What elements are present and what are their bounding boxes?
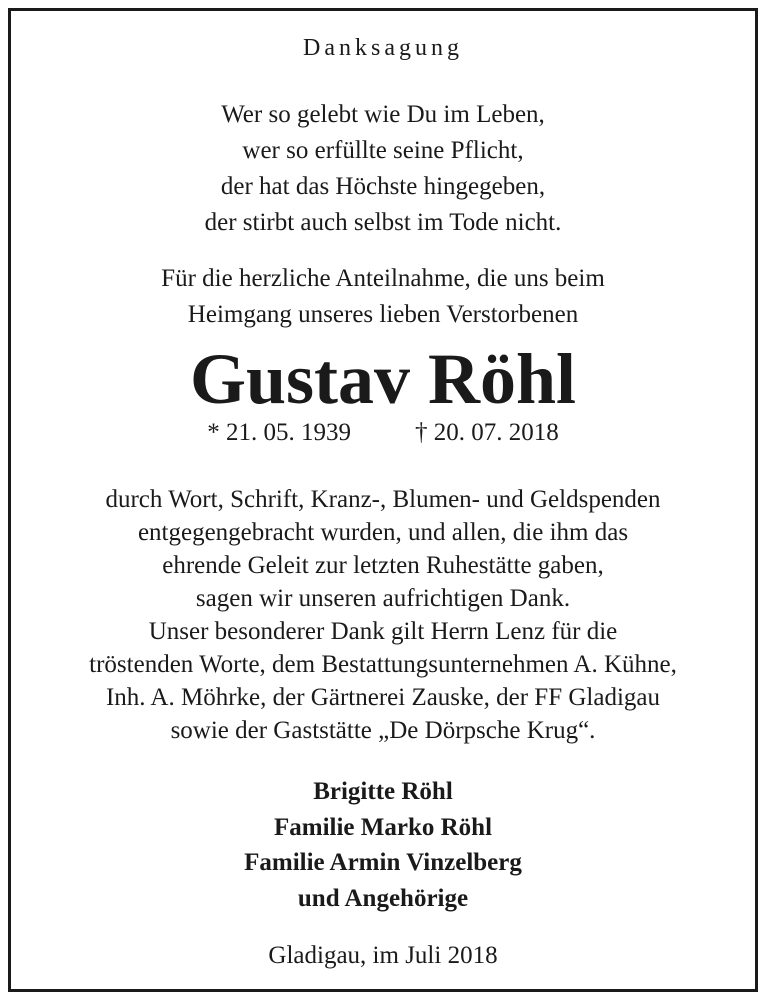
poem-line: wer so erfüllte seine Pflicht, xyxy=(242,137,524,164)
thanks-line: ehrende Geleit zur letzten Ruhestätte gaben, xyxy=(162,552,604,579)
thanks-line: Unser besonderer Dank gilt Herrn Lenz für die xyxy=(148,618,618,645)
poem-line: der hat das Höchste hingegeben, xyxy=(220,173,546,200)
poem-line: der stirbt auch selbst im Tode nicht. xyxy=(204,209,562,236)
life-dates xyxy=(11,415,755,451)
obituary-notice xyxy=(11,11,755,989)
signers xyxy=(11,774,755,916)
thanks-line: sagen wir unseren aufrichtigen Dank. xyxy=(195,585,571,612)
signer: Brigitte Röhl xyxy=(313,778,453,805)
death-date: † 20. 07. 2018 xyxy=(415,419,559,446)
poem-line: Wer so gelebt wie Du im Leben, xyxy=(221,101,545,128)
signer: und Angehörige xyxy=(297,884,469,912)
place-date: Gladigau, im Juli 2018 xyxy=(268,942,498,969)
intro-line: Heimgang unseres lieben Verstorbenen xyxy=(187,301,579,328)
thanks-line: durch Wort, Schrift, Kranz-, Blumen- und Geldspenden xyxy=(105,486,661,513)
notice-heading: Danksagung xyxy=(303,35,463,61)
thanks-line: Inh. A. Möhrke, der Gärtnerei Zauske, der FF Gladigau xyxy=(105,684,661,711)
intro-text xyxy=(11,261,755,333)
signer: Familie Armin Vinzelberg xyxy=(244,849,522,876)
thanks-line: entgegengebracht wurden, und allen, die ihm das xyxy=(137,519,629,546)
notice-border xyxy=(8,8,758,992)
signer: Familie Marko Röhl xyxy=(273,813,493,841)
deceased-name: Gustav Röhl xyxy=(189,339,577,419)
thanks-line: sowie der Gaststätte „De Dörpsche Krug“. xyxy=(170,717,596,744)
poem xyxy=(11,97,755,241)
birth-date: * 21. 05. 1939 xyxy=(207,419,351,446)
thanks-line: tröstenden Worte, dem Bestattungsunternehmen A. Kühne, xyxy=(89,651,677,678)
intro-line: Für die herzliche Anteilnahme, die uns beim xyxy=(161,265,605,292)
thanks-text xyxy=(11,483,755,747)
